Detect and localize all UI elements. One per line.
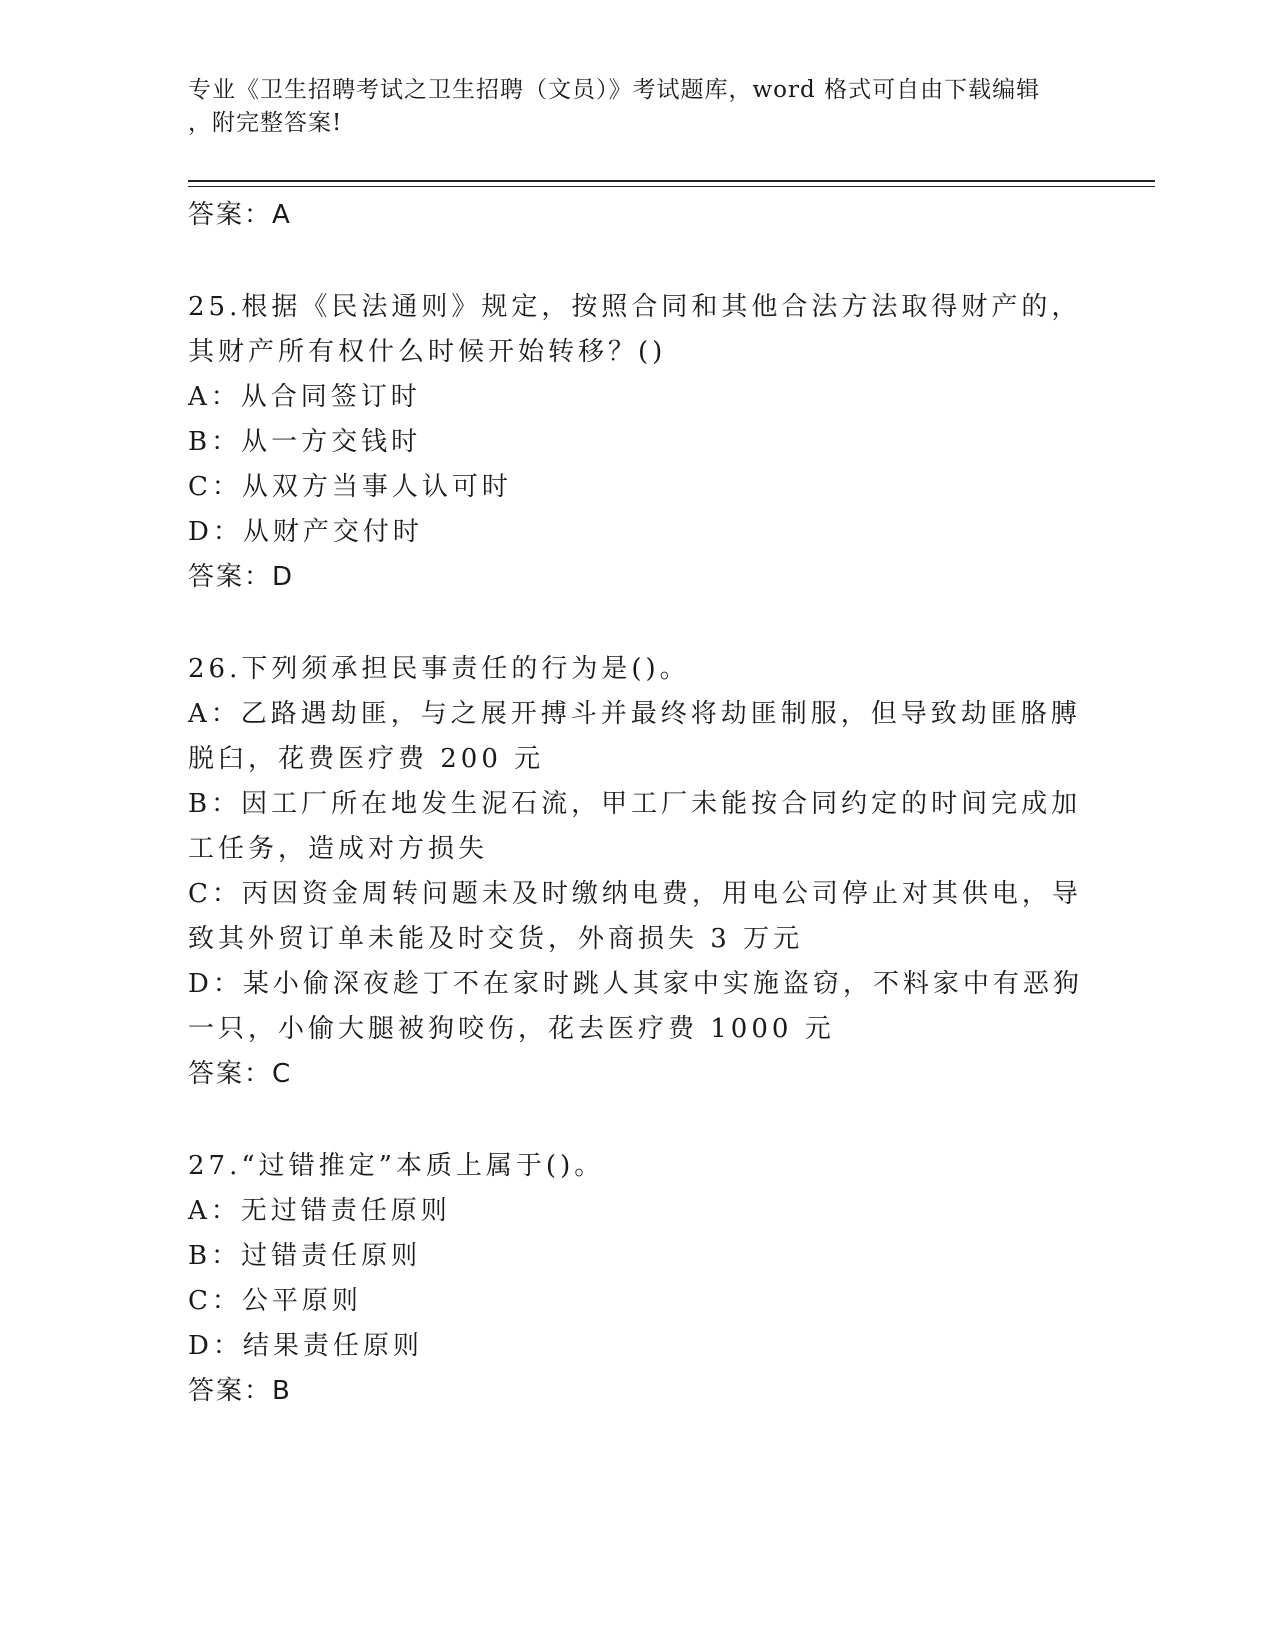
- option-d: D：结果责任原则: [188, 1331, 423, 1361]
- question-list: [188, 193, 1088, 1414]
- option-a: A：无过错责任原则: [188, 1196, 451, 1226]
- header-rule-thin: [188, 186, 1155, 187]
- question-block: [188, 1144, 1088, 1414]
- option-c: C：从双方当事人认可时: [188, 472, 512, 502]
- option-d: D：从财产交付时: [188, 517, 423, 547]
- option-b: B：从一方交钱时: [188, 427, 422, 457]
- document-header: [188, 74, 1088, 140]
- option-c: C：丙因资金周转问题未及时缴纳电费，用电公司停止对其供电，导致其外贸订单未能及时交货，外商损失 3 万元: [188, 879, 1082, 954]
- question-block: [188, 647, 1088, 1097]
- answer-line: 答案：C: [188, 1059, 293, 1089]
- header-line-2: ，附完整答案!: [188, 110, 343, 136]
- header-line-1: 专业《卫生招聘考试之卫生招聘（文员）》考试题库，word 格式可自由下载编辑: [188, 77, 1041, 103]
- answer-line: 答案：D: [188, 562, 295, 592]
- question-text: 26.下列须承担民事责任的行为是()。: [188, 654, 690, 684]
- option-a: A：从合同签订时: [188, 382, 421, 412]
- option-d: D：某小偷深夜趁丁不在家时跳人其家中实施盗窃，不料家中有恶狗一只，小偷大腿被狗咬伤，花去医疗费 1000 元: [188, 969, 1083, 1044]
- question-block: [188, 285, 1088, 600]
- header-rule-thick: [188, 180, 1155, 182]
- question-text: 27.“过错推定”本质上属于()。: [188, 1151, 605, 1181]
- answer-line: 答案：A: [188, 200, 292, 230]
- question-text: 25.根据《民法通则》规定，按照合同和其他合法方法取得财产的，其财产所有权什么时候开始转移？(): [188, 292, 1082, 367]
- option-b: B：因工厂所在地发生泥石流，甲工厂未能按合同约定的时间完成加工任务，造成对方损失: [188, 789, 1082, 864]
- option-b: B：过错责任原则: [188, 1241, 422, 1271]
- answer-line: 答案：B: [188, 1376, 292, 1406]
- option-a: A：乙路遇劫匪，与之展开搏斗并最终将劫匪制服，但导致劫匪胳膊脱臼，花费医疗费 200 元: [188, 699, 1081, 774]
- option-c: C：公平原则: [188, 1286, 362, 1316]
